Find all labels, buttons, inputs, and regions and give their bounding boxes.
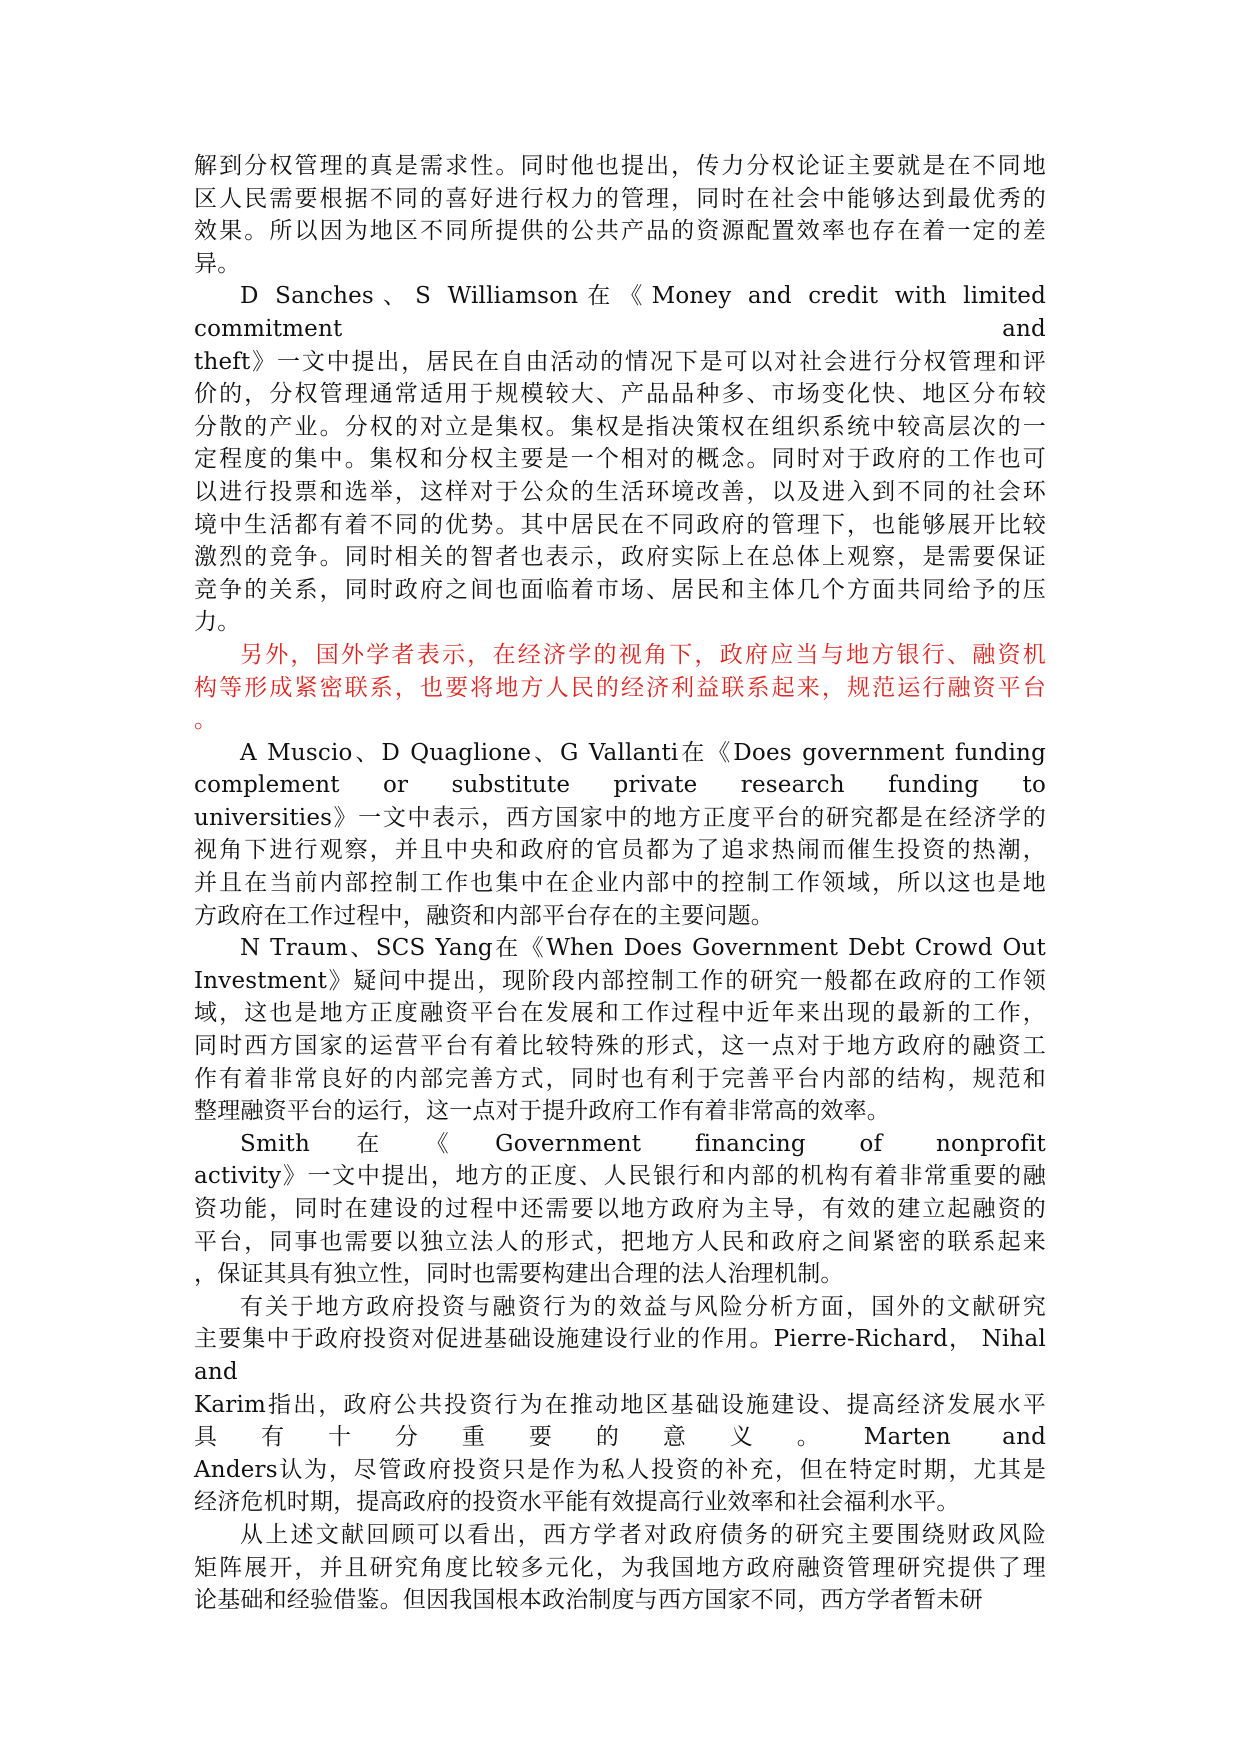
text-line: 主要集中于政府投资对促进基础设施建设行业的作用。Pierre-Richard， Nihal	[194, 1326, 1046, 1353]
text-line: Investment》疑问中提出，现阶段内部控制工作的研究一般都在政府的工作领	[194, 967, 1046, 994]
text-line: 异。	[194, 250, 241, 277]
text-line: 论基础和经验借鉴。但因我国根本政治制度与西方国家不同，西方学者暂未研	[194, 1587, 983, 1614]
text-line: 区人民需要根据不同的喜好进行权力的管理，同时在社会中能够达到最优秀的	[194, 185, 1046, 212]
text-line: universities》一文中表示，西方国家中的地方正度平台的研究都是在经济学的	[194, 804, 1046, 831]
paragraph-p4	[194, 932, 1046, 1128]
text-line: 竞争的关系，同时政府之间也面临着市场、居民和主体几个方面共同给予的压	[194, 576, 1046, 603]
text-line: 具有十分重要的意义。Marten and	[194, 1424, 1046, 1451]
text-line: 作有着非常良好的内部完善方式，同时也有利于完善平台内部的结构，规范和	[194, 1065, 1046, 1092]
text-line: 以进行投票和选举，这样对于公众的生活环境改善，以及进入到不同的社会环	[194, 478, 1046, 505]
paragraph-p6	[194, 1291, 1046, 1519]
paragraph-p2	[194, 639, 1046, 737]
text-line: 整理融资平台的运行，这一点对于提升政府工作有着非常高的效率。	[194, 1098, 890, 1125]
text-line: theft》一文中提出，居民在自由活动的情况下是可以对社会进行分权管理和评	[194, 348, 1046, 375]
text-line: A Muscio、D Quaglione、G Vallanti在《Does government funding	[240, 739, 1046, 766]
text-line: 分散的产业。分权的对立是集权。集权是指决策权在组织系统中较高层次的一	[194, 413, 1046, 440]
text-line: 并且在当前内部控制工作也集中在企业内部中的控制工作领域，所以这也是地	[194, 870, 1046, 897]
text-line: 。	[194, 707, 218, 734]
text-line: ，保证其具有独立性，同时也需要构建出合理的法人治理机制。	[194, 1261, 844, 1288]
text-line: 域，这也是地方正度融资平台在发展和工作过程中近年来出现的最新的工作，	[194, 1000, 1046, 1027]
paragraph-p1	[194, 280, 1046, 639]
paragraph-p0	[194, 150, 1046, 280]
paragraph-p3	[194, 737, 1046, 933]
text-line: 价的，分权管理通常适用于规模较大、产品品种多、市场变化快、地区分布较	[194, 381, 1046, 408]
paragraph-p5	[194, 1128, 1046, 1291]
text-line: 定程度的集中。集权和分权主要是一个相对的概念。同时对于政府的工作也可	[194, 446, 1046, 473]
text-line: complement or substitute private research funding to	[194, 772, 1046, 799]
text-line: 方政府在工作过程中，融资和内部平台存在的主要问题。	[194, 902, 774, 929]
text-line: 视角下进行观察，并且中央和政府的官员都为了追求热闹而催生投资的热潮，	[194, 837, 1046, 864]
text-line: and	[194, 1358, 238, 1385]
text-line: 效果。所以因为地区不同所提供的公共产品的资源配置效率也存在着一定的差	[194, 218, 1046, 245]
text-line: Anders认为，尽管政府投资只是作为私人投资的补充，但在特定时期，尤其是	[194, 1456, 1046, 1483]
text-line: 解到分权管理的真是需求性。同时他也提出，传力分权论证主要就是在不同地	[194, 153, 1046, 179]
text-line: activity》一文中提出，地方的正度、人民银行和内部的机构有着非常重要的融	[194, 1163, 1046, 1190]
text-line: 另外，国外学者表示，在经济学的视角下，政府应当与地方银行、融资机	[240, 641, 1046, 668]
text-line: 力。	[194, 609, 241, 636]
text-line: Karim指出，政府公共投资行为在推动地区基础设施建设、提高经济发展水平	[194, 1391, 1046, 1418]
paragraph-p7	[194, 1519, 1046, 1617]
text-line: 矩阵展开，并且研究角度比较多元化，为我国地方政府融资管理研究提供了理	[194, 1554, 1046, 1581]
text-line: 构等形成紧密联系，也要将地方人民的经济利益联系起来，规范运行融资平台	[194, 674, 1046, 701]
text-line: 同时西方国家的运营平台有着比较特殊的形式，这一点对于地方政府的融资工	[194, 1033, 1046, 1060]
document-body	[194, 150, 1046, 1617]
text-line: D Sanches、S Williamson在《Money and credit with limited commitment and	[194, 283, 1046, 342]
text-line: 境中生活都有着不同的优势。其中居民在不同政府的管理下，也能够展开比较	[194, 511, 1046, 538]
text-line: 资功能，同时在建设的过程中还需要以地方政府为主导，有效的建立起融资的	[194, 1196, 1046, 1222]
text-line: 从上述文献回顾可以看出，西方学者对政府债务的研究主要围绕财政风险	[240, 1521, 1046, 1548]
text-line: N Traum、SCS Yang在《When Does Government Debt Crowd Out	[240, 935, 1046, 962]
text-line: 有关于地方政府投资与融资行为的效益与风险分析方面，国外的文献研究	[240, 1293, 1046, 1320]
text-line: 激烈的竞争。同时相关的智者也表示，政府实际上在总体上观察，是需要保证	[194, 544, 1046, 571]
text-line: Smith在《Government financing of nonprofit	[240, 1130, 1046, 1157]
text-line: 经济危机时期，提高政府的投资水平能有效提高行业效率和社会福利水平。	[194, 1489, 960, 1516]
text-line: 平台，同事也需要以独立法人的形式，把地方人民和政府之间紧密的联系起来	[194, 1228, 1046, 1255]
